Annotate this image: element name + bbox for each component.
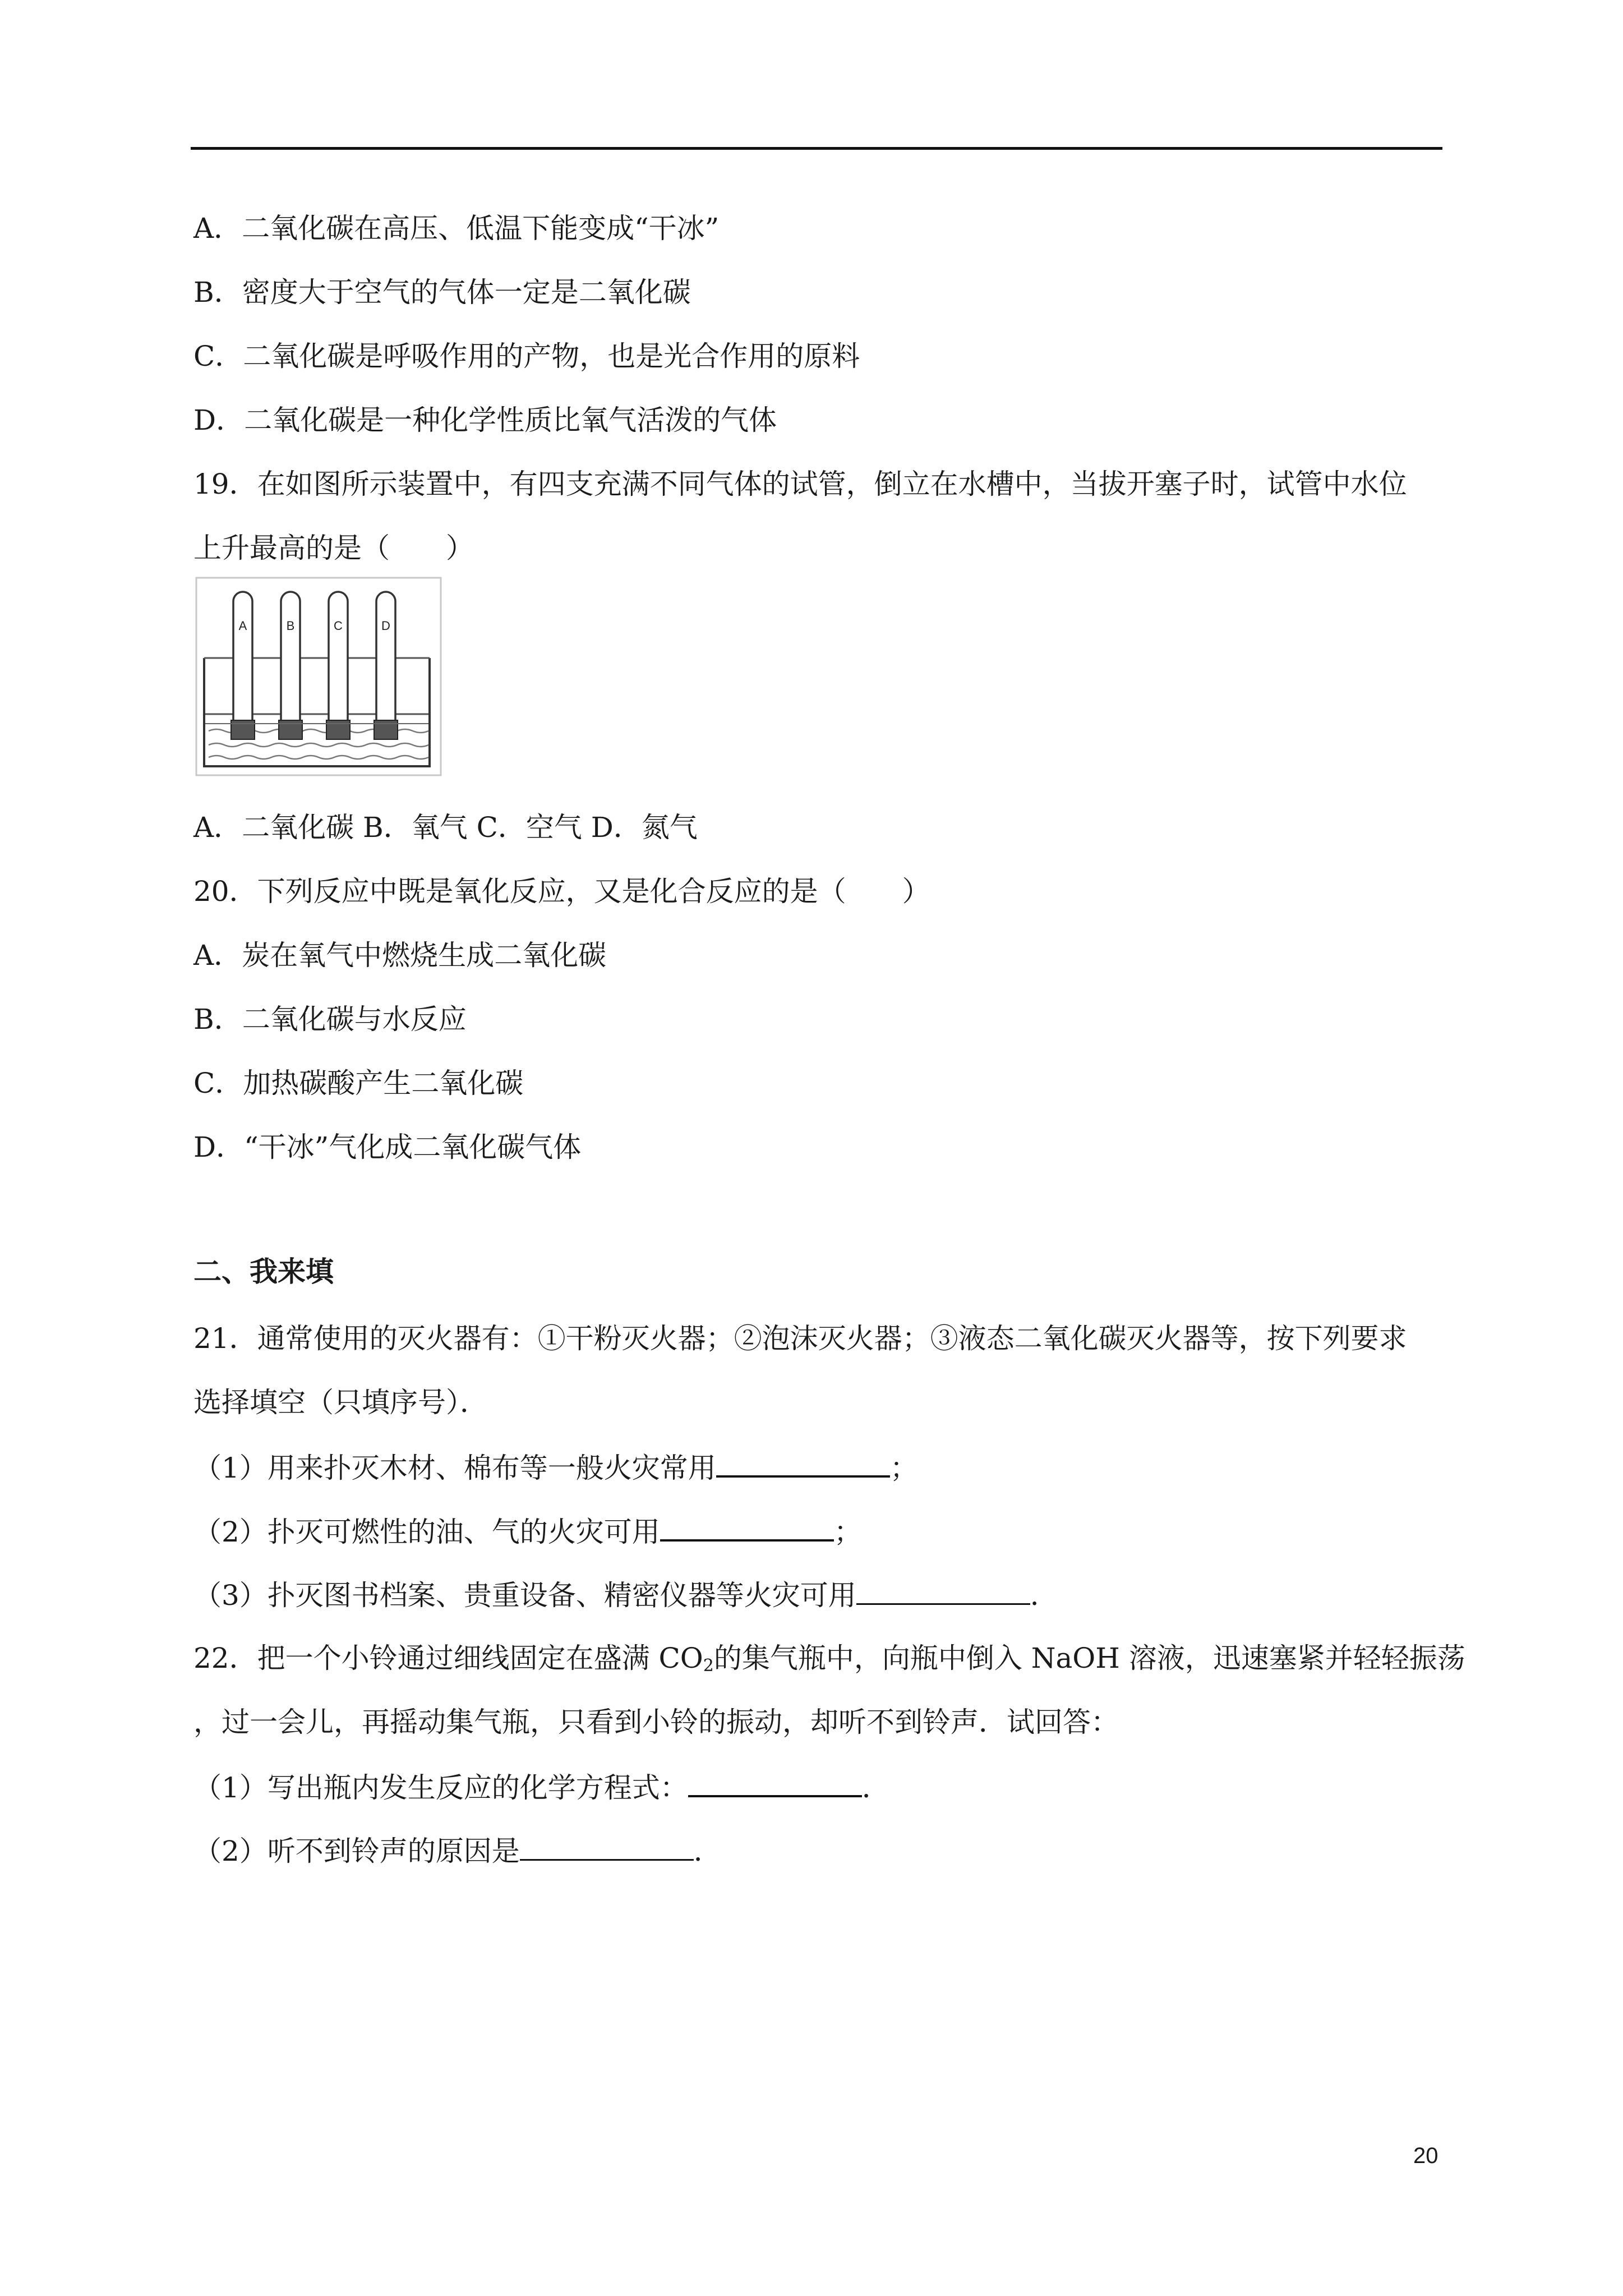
q18-option-d: D．二氧化碳是一种化学性质比氧气活泼的气体 (193, 404, 777, 436)
q21-part2 (193, 1512, 862, 1550)
q21-part3-end: ． (1030, 1579, 1058, 1612)
q22-stem-line1-a: 22．把一个小铃通过细线固定在盛满 CO (193, 1642, 703, 1674)
q19-options: A．二氧化碳 B．氧气 C．空气 D．氮气 (193, 811, 698, 844)
q22-co2-subscript: 2 (703, 1656, 714, 1676)
water-wave-2 (209, 743, 428, 747)
q21-part2-end: ； (833, 1516, 862, 1548)
test-tube-c (329, 592, 348, 724)
header-rule (191, 147, 1442, 150)
q21-part1-text: （1）用来扑灭木材、棉布等一般火灾常用 (193, 1452, 716, 1484)
q18-option-c: C．二氧化碳是呼吸作用的产物，也是光合作用的原料 (193, 340, 860, 372)
q21-part3-text: （3）扑灭图书档案、贵重设备、精密仪器等火灾可用 (193, 1579, 856, 1612)
q21-stem-line2: 选择填空（只填序号）． (193, 1386, 488, 1419)
section-heading: 二、我来填 (193, 1255, 334, 1288)
q20-option-b: B．二氧化碳与水反应 (193, 1003, 467, 1036)
q22-part2-text: （2）听不到铃声的原因是 (193, 1835, 520, 1867)
q22-part1-answer-blank[interactable] (688, 1768, 862, 1797)
tube-label-c: C (334, 619, 343, 633)
q21-part3 (193, 1576, 1058, 1613)
q20-option-d: D．“干冰”气化成二氧化碳气体 (193, 1131, 582, 1163)
q22-stem-line1 (193, 1640, 1465, 1676)
q18-option-b: B．密度大于空气的气体一定是二氧化碳 (193, 276, 691, 309)
q21-part1 (193, 1448, 918, 1486)
tube-label-a: A (238, 619, 247, 633)
page-number: 20 (1413, 2143, 1438, 2168)
q20-option-a: A．炭在氧气中燃烧生成二氧化碳 (193, 939, 607, 972)
water-wave-3 (209, 756, 428, 759)
test-tube-d (376, 592, 395, 724)
q22-part1-end: ． (861, 1772, 890, 1804)
q21-part1-end: ； (889, 1452, 918, 1484)
q19-stem-line2: 上升最高的是（ ） (193, 532, 474, 564)
tube-label-d: D (381, 619, 390, 633)
q21-part2-answer-blank[interactable] (660, 1512, 834, 1542)
q21-part1-answer-blank[interactable] (716, 1448, 890, 1478)
q22-part2-answer-blank[interactable] (520, 1832, 694, 1861)
tube-label-b: B (286, 619, 295, 633)
q22-stem-line2: ，过一会儿，再摇动集气瓶，只看到小铃的振动，却听不到铃声．试回答： (193, 1706, 1119, 1738)
q21-part2-text: （2）扑灭可燃性的油、气的火灾可用 (193, 1516, 660, 1548)
q22-stem-line1-b: 的集气瓶中，向瓶中倒入 NaOH 溶液，迅速塞紧并轻轻振荡 (713, 1642, 1465, 1674)
q19-stem-line1: 19．在如图所示装置中，有四支充满不同气体的试管，倒立在水槽中，当拔开塞子时，试管中水位 (193, 468, 1407, 500)
q20-stem: 20．下列反应中既是氧化反应，又是化合反应的是（ ） (193, 875, 930, 908)
q22-part2-end: ． (693, 1835, 722, 1867)
q22-part1 (193, 1768, 890, 1806)
test-tube-b (281, 592, 300, 724)
q20-option-c: C．加热碳酸产生二氧化碳 (193, 1067, 524, 1099)
q18-option-a: A．二氧化碳在高压、低温下能变成“干冰” (193, 212, 720, 245)
q21-stem-line1: 21．通常使用的灭火器有：①干粉灭火器；②泡沫灭火器；③液态二氧化碳灭火器等，按下列要求 (193, 1322, 1407, 1355)
q22-part1-text: （1）写出瓶内发生反应的化学方程式： (193, 1772, 688, 1804)
q21-part3-answer-blank[interactable] (856, 1576, 1030, 1605)
test-tube-a (233, 592, 252, 724)
test-tubes-figure (195, 577, 442, 776)
q22-part2 (193, 1832, 722, 1869)
